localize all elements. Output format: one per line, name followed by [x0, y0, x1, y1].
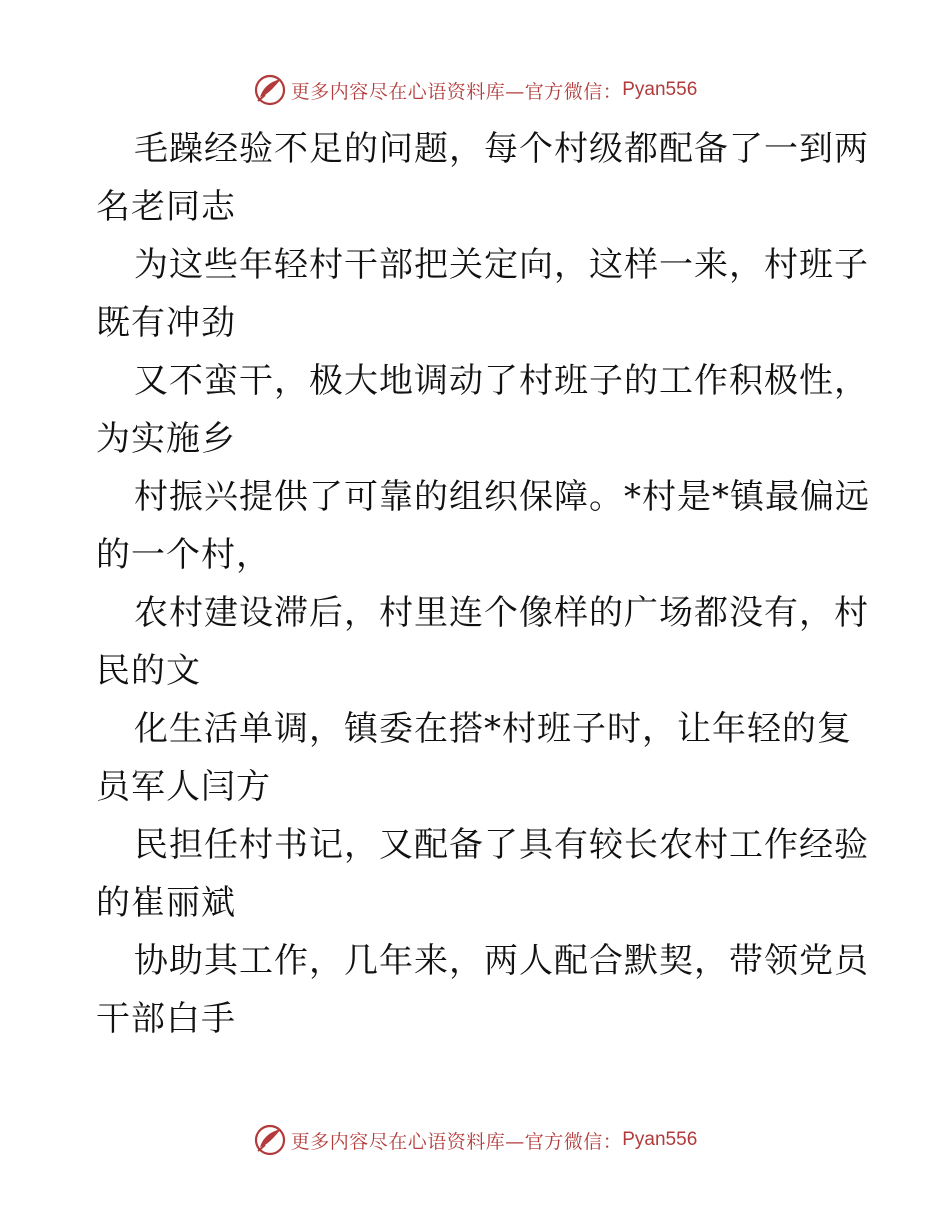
text-line: 民的文	[96, 651, 201, 691]
text-line: 农村建设滞后，村里连个像样的广场都没有，村	[134, 593, 869, 633]
footer-banner	[0, 1120, 950, 1160]
banner-text: 更多内容尽在心语资料库—官方微信：	[290, 1130, 623, 1153]
text-line: 协助其工作，几年来，两人配合默契，带领党员	[134, 941, 869, 981]
text-line: 又不蛮干，极大地调动了村班子的工作积极性，	[134, 361, 869, 401]
text-line: 为实施乡	[96, 419, 236, 459]
text-line: 毛躁经验不足的问题，每个村级都配备了一到两	[134, 129, 869, 169]
wechat-id: Pyan556	[622, 1129, 698, 1150]
pen-logo-icon	[253, 1123, 287, 1157]
text-line: 民担任村书记，又配备了具有较长农村工作经验	[134, 825, 869, 865]
text-line: 既有冲劲	[96, 303, 236, 343]
text-line: 员军人闫方	[96, 767, 271, 807]
text-line: 为这些年轻村干部把关定向，这样一来，村班子	[134, 245, 869, 285]
header-banner	[0, 70, 950, 110]
text-line: 的一个村，	[96, 535, 271, 575]
text-line: 名老同志	[96, 187, 236, 227]
document-body	[96, 120, 870, 1048]
wechat-id: Pyan556	[622, 79, 698, 100]
pen-logo-icon	[253, 73, 287, 107]
banner-text: 更多内容尽在心语资料库—官方微信：	[290, 80, 623, 103]
text-line: 干部白手	[96, 999, 236, 1039]
text-line: 的崔丽斌	[96, 883, 236, 923]
text-line: 村振兴提供了可靠的组织保障。*村是*镇最偏远	[134, 477, 870, 517]
text-line: 化生活单调，镇委在搭*村班子时，让年轻的复	[134, 709, 852, 749]
